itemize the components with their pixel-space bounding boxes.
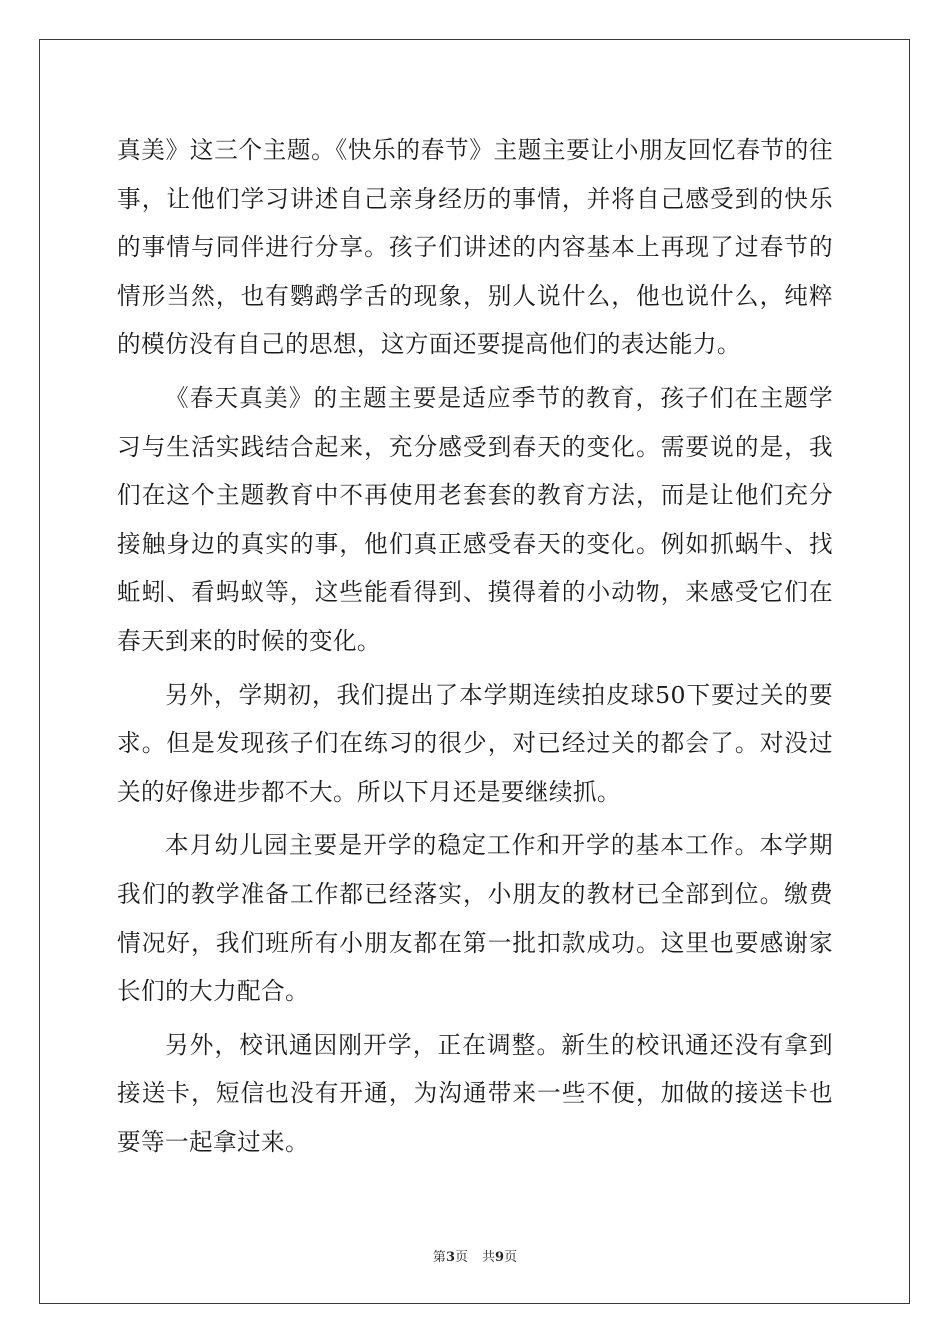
total-prefix: 共	[482, 1250, 496, 1265]
paragraph-continued: 真美》这三个主题。《快乐的春节》主题主要让小朋友回忆春节的往事，让他们学习讲述自己亲身经历的事情，并将自己感受到的快乐的事情与同伴进行分享。孩子们讲述的内容基本上再现了过春节的情形当然，也有鹦鹉学舌的现象，别人说什么，他也说什么，纯粹的模仿没有自己的思想，这方面还要提高他们的表达能力。	[117, 136, 833, 359]
paragraph-school-messaging: 另外，校讯通因刚开学，正在调整。新生的校讯通还没有拿到接送卡，短信也没有开通，为沟通带来一些不便，加做的接送卡也要等一起拿过来。	[117, 1030, 833, 1156]
page-footer	[0, 1246, 950, 1265]
page-word: 页	[454, 1250, 468, 1265]
current-page-number: 3	[445, 1250, 455, 1265]
page-prefix: 第	[432, 1250, 446, 1265]
total-pages-number: 9	[495, 1250, 505, 1265]
paragraph-kindergarten-work: 本月幼儿园主要是开学的稳定工作和开学的基本工作。本学期我们的教学准备工作都已经落实，小朋友的教材已全部到位。缴费情况好，我们班所有小朋友都在第一批扣款成功。这里也要感谢家长们的大力配合。	[117, 831, 833, 1006]
document-body	[117, 126, 833, 1171]
paragraph-spring-theme: 《春天真美》的主题主要是适应季节的教育，孩子们在主题学习与生活实践结合起来，充分感受到春天的变化。需要说的是，我们在这个主题教育中不再使用老套套的教育方法，而是让他们充分接触身边的真实的事，他们真正感受春天的变化。例如抓蜗牛、找蚯蚓、看蚂蚁等，这些能看得到、摸得着的小动物，来感受它们在春天到来的时候的变化。	[117, 383, 833, 655]
total-suffix: 页	[504, 1250, 518, 1265]
paragraph-ball-practice: 另外，学期初，我们提出了本学期连续拍皮球50下要过关的要求。但是发现孩子们在练习的很少，对已经过关的都会了。对没过关的好像进步都不大。所以下月还是要继续抓。	[117, 680, 833, 806]
